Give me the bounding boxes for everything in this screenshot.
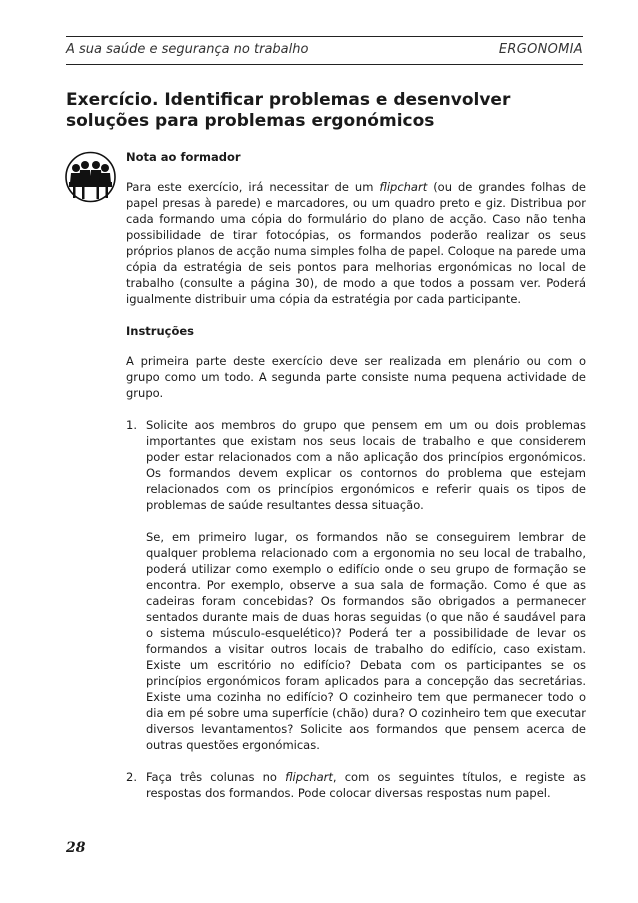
trainer-note-heading: Nota ao formador (126, 150, 241, 164)
instruction-step-2 (126, 769, 586, 801)
page-number: 28 (66, 840, 86, 856)
header-right-title: ERGONOMIA (498, 42, 583, 57)
instructions-heading: Instruções (126, 324, 195, 338)
step-2-number: 2. (126, 770, 137, 784)
main-content (126, 149, 586, 801)
step-2-text: Faça três colunas no flipchart, com os seguintes títulos, e registe as respostas dos formandos. Pode colocar diversas respostas num papel. (146, 770, 586, 800)
header-bottom-rule (66, 64, 583, 65)
exercise-title: Exercício. Identificar problemas e desenvolver soluções para problemas ergonómicos (66, 90, 511, 131)
trainer-note-paragraph: Para este exercício, irá necessitar de um flipchart (ou de grandes folhas de papel presas à parede) e marcadores, ou um quadro preto e giz. Distribua por cada formando uma cópia do formulário do plano de acção. Caso não tenha possibilidade de tirar fotocópias, os formandos poderão realizar os seus próprios planos de acção numa simples folha de papel. Coloque na parede uma cópia da estratégia de seis pontos para melhorias ergonómicas no local de trabalho (consulte a página 30), de modo a que todos a possam ver. Poderá igualmente distribuir uma cópia da estratégia por cada participante. (126, 180, 586, 306)
instruction-step-1 (126, 417, 586, 753)
instructions-intro: A primeira parte deste exercício deve ser realizada em plenário ou com o grupo como um todo. A segunda parte consiste numa pequena actividade de grupo. (126, 354, 586, 400)
instruction-steps (126, 417, 586, 801)
step-1-number: 1. (126, 418, 137, 432)
header-top-rule (66, 36, 583, 37)
step-1-followup: Se, em primeiro lugar, os formandos não se conseguirem lembrar de qualquer problema relacionado com a ergonomia no seu local de trabalho, poderá utilizar como exemplo o edifício onde o seu grupo de formação se encontra. Por exemplo, observe a sua sala de formação. Como é que as cadeiras foram concebidas? Os formandos são obrigados a permanecer sentados durante mais de duas horas seguidas (o que não é saudável para o sistema músculo-esquelético)? Poderá ter a possibilidade de levar os formandos a visitar outros locais de trabalho do edifício, caso existam. Existe um escritório no edifício? Debata com os participantes se os princípios ergonómicos foram aplicados para a concepção das secretárias. Existe uma cozinha no edifício? O cozinheiro tem que permanecer todo o dia em pé sobre uma superfície (chão) dura? O cozinheiro tem que executar diversos levantamentos? Solicite aos formandos que pensem acerca de outras questões ergonómicas. (146, 530, 586, 752)
header-left-title: A sua saúde e segurança no trabalho (66, 42, 309, 57)
group-meeting-icon (65, 151, 116, 203)
step-1-text: Solicite aos membros do grupo que pensem em um ou dois problemas importantes que existam nos seus locais de trabalho e que considerem poder estar relacionados com a não aplicação dos princípios ergonómicos. Os formandos devem explicar os contornos do problema que estejam relacionados com os princípios ergonómicos e referir quais os tipos de problemas de saúde resultantes dessa situação. (146, 418, 586, 512)
